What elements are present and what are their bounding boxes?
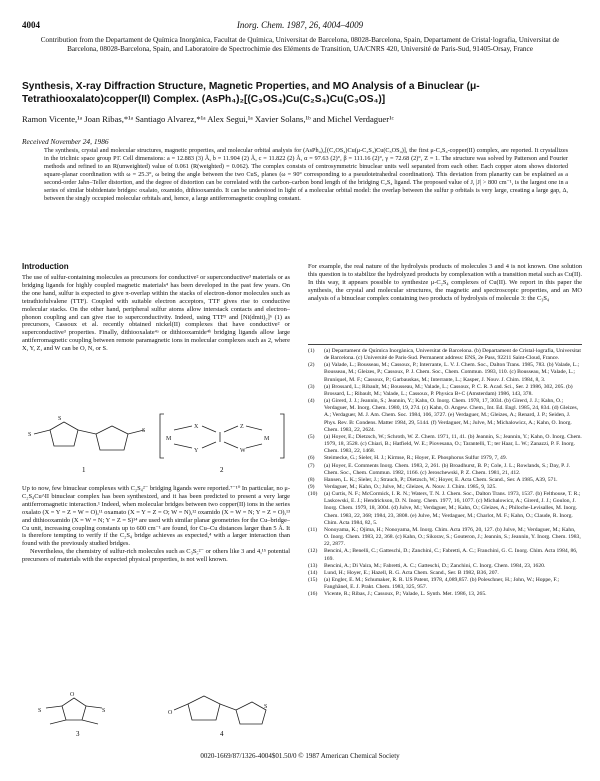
reference-item <box>308 362 582 383</box>
scheme-3-4-figure <box>24 688 290 740</box>
reference-item <box>308 348 582 362</box>
intro-paragraph-1: The use of sulfur-containing molecules as precursors for conductive² or superconductive³ materials or as bridging ligands for highly coupled magnetic materials⁴ has been developed in the past few years. On the one hand, sulfur is expected to give π-overlap within the stacks of electron-donor molecules such as tetrathiofulvalene (TTF). Coupled with suitable electron acceptors, TTF gives rise to conductive molecular stacks. On the other hand, peripheral sulfur atoms allow interstack contacts and electron–phonon coupling and can give rise to superconductivity. Indeed, using TTF⁵ and [Ni(dmit)₂]⁶ (1) as precursors, Cassoux et al. recently obtained nickel(II) complexes that have conductive² or superconductive³ properties. Finally, dithiooxalate⁴ᵃ or dithiooxamide⁴ᵇ bridging ligands allow large antiferromagnetic coupling between remote paramagnetic ions in molecular complexes such as 2, where X, Y, Z, and W can be O, N, or S. <box>22 274 290 353</box>
scheme-4-caption: 4 <box>220 730 224 738</box>
reference-text: (a) Departament de Química Inorgànica, Universitat de Barcelona. (b) Departament de Cristal·lografia, Universitat de Barcelona. (c) Université de Paris-Sud. Permanent address: ENS, 2e Pass, 92211 Saint-Cloud, France. <box>324 348 581 362</box>
article-title: Synthesis, X-ray Diffraction Structure, Magnetic Properties, and MO Analysis of a Binuclear (μ-Tetrathiooxalato)copper(II) Complex. (AsPh₄)₂[(C₃OS₄)Cu(C₂S₄)Cu(C₃OS₄)] <box>22 81 480 105</box>
reference-item <box>308 491 582 527</box>
intro-paragraph-2 <box>22 485 290 564</box>
reference-item <box>308 548 582 562</box>
reference-item <box>308 455 582 462</box>
reference-number: (8) <box>308 476 315 483</box>
reference-number: (4) <box>308 398 315 405</box>
section-heading-introduction: Introduction <box>22 262 69 271</box>
svg-text:S: S <box>142 428 146 434</box>
svg-text:M: M <box>166 436 172 442</box>
abstract: The synthesis, crystal and molecular structures, magnetic properties, and molecular orbital analysis for (AsPh₄)₂[(C₃OS₄)Cu(μ-C₂S₄)Cu(C₃OS₄)], the first μ-C₂S₄-copper(II) complex, are reported. It crystallizes in the triclinic space group P1̄. Cell dimensions: a = 12.883 (3) Å, b = 11.904 (2) Å, c = 11.822 (2) Å, α = 97.63 (2)°, β = 111.16 (2)°, γ = 72.68 (2)°, Z = 1. The structure was solved by Patterson and Fourier methods and refined to an R(unweighted) value of 0.061 (R(weighted) = 0.062). The complex consists of centrosymmetric binuclear units well separated from each other. Each copper atom shows distorted square-planar coordination with ω = 25.3°, ω being the angle between the two CuS₂ planes (ω = 90° corresponding to a pseudotetrahedral coordination). This deviation from planarity can be explained as a second-order Jahn–Teller distortion, and the degree of distortion can be correlated with the carbon–carbon bond length of the bridging C₂S₄ ligand. The proposed value of J, |J| > 800 cm⁻¹, is the largest one in a series of similar bisbidentate bridges: oxalato, oxamido, dithiooxamido. It can be understood in light of a molecular orbital model: the overlap between the sulfur p orbitals is very large, creating a large gap, Δ, between the singly occupied molecular orbitals and, hence, a large antiferromagnetic coupling constant. <box>44 147 568 202</box>
scheme-2-caption: 2 <box>220 466 224 474</box>
reference-text: Vicente, R.; Ribas, J.; Cassoux, P.; Valade, L. Synth. Met. 1986, 13, 265. <box>324 591 487 598</box>
reference-item <box>308 577 582 591</box>
reference-number: (1) <box>308 348 315 354</box>
reference-number: (10) <box>308 491 318 498</box>
reference-number: (2) <box>308 362 315 369</box>
reference-text: Bencini, A.; Benelli, C.; Gatteschi, D.; Zanchini, C.; Fabretti, A. C.; Franchini, G. C. Inorg. Chim. Acta 1984, 86, 169. <box>324 548 578 562</box>
reference-text: (a) Engler, E. M.; Schumaker, R. R. US Patent, 1978, 4,089,857. (b) Poleschner, H.; John, W.; Hoppe, F.; Fanghänel, E. J. Prakt. Chem. 1983, 325, 957. <box>324 577 560 591</box>
svg-text:O: O <box>168 710 173 716</box>
reference-item <box>308 384 582 398</box>
reference-number: (7) <box>308 462 315 469</box>
copyright-footer: 0020-1669/87/1326-4004$01.50/0 © 1987 American Chemical Society <box>200 752 400 760</box>
reference-text: (a) Brossard, L.; Ribault, M.; Bousseau, M.; Valade, L.; Cassoux, P. C. R. Acad. Sci., Ser. 2 1986, 302, 205. (b) Brossard, L.; Ribault, M.; Valade, L.; Cassoux, P. Physica B+C (Amsterdam) 1986, 143, 378. <box>324 383 573 397</box>
paragraph-2-text: Up to now, few binuclear complexes with C₂S₄²⁻ bridging ligands were reported.⁷⁻¹⁰ In particular, no μ-C₂S₄Cu^II binuclear complex has been synthesized, and it has been predicted to present a very large antiferromagnetic interaction.¹ Indeed, when molecular bridges between two copper(II) ions in the series oxalato (X = Y = Z = W = O),¹¹ oxamato (X = Y = Z = O; W = N),¹² oxamido (X = W = N; Y = Z = O),¹³ and dithiooxamido (X = W = N; Y = Z = S)¹⁴ are used with similar planar geometries for the Cu–bridge–Cu unit, increasing coupling constants up to 600 cm⁻¹ are found, for Cu–Cu distances larger than 5 Å. It is therefore tempting to verify if the C₂S₄ bridge achieves as expected,⁴ with a larger interaction than found with the previously studied bridges. <box>22 485 290 548</box>
reference-item <box>308 563 582 570</box>
reference-item <box>308 527 582 548</box>
reference-text: Nonoyama, K.; Ojima, H.; Nonoyama, M. Inorg. Chim. Acta 1976, 20, 127. (b) Julve, M.; Verdaguer, M.; Kahn, O. Inorg. Chem. 1983, 22, 368. (c) Kahn, O.; Sikorav, S.; Gouteron, J.; Jeannin, S.; Jeannin, Y. Inorg. Chem. 1983, 22, 2877. <box>324 526 581 548</box>
reference-number: (12) <box>308 548 318 555</box>
reference-number: (6) <box>308 455 315 462</box>
scheme-3-structure <box>46 698 102 724</box>
scheme-1-structure <box>34 422 144 450</box>
reference-number: (16) <box>308 591 318 598</box>
scheme-1-2-figure <box>24 400 290 480</box>
page-number: 4004 <box>22 20 40 30</box>
reference-text: Lund, H.; Hoyer, E.; Hazell, R. G. Acta Chem. Scand., Ser. B 1982, B36, 207. <box>324 569 499 576</box>
column-2-paragraph: For example, the real nature of the hydrolysis products of molecules 3 and 4 is not known. One solution this question is to stabilize the hydrolyzed products by complexation with a transition metal such as Cu(II). In this way, it appears possible to synthesize μ-C₂S₄ complexes of Cu(II). We report in this paper the synthesis, the crystal and molecular structures, the magnetic and spectroscopic properties, and an MO analysis of a binuclear complex containing two products of hydrolysis of molecule 3: the C₃S₄ <box>308 263 582 302</box>
reference-text: Hansen, L. K.; Sieler, J.; Strauch, P.; Dietzsch, W.; Hoyer, E. Acta Chem. Scand., Ser. A 1985, A39, 571. <box>324 476 558 483</box>
reference-text: Steimecke, G.; Sieler, H. J.; Kirmse, R.; Hoyer, E. Phosphorus Sulfur 1979, 7, 49. <box>324 455 508 462</box>
svg-text:S: S <box>38 708 42 714</box>
references-divider <box>308 344 582 345</box>
svg-text:W: W <box>240 448 246 454</box>
reference-text: (a) Curtis, N. F.; McCormick, I. R. N.; Waters, T. N. J. Chem. Soc., Dalton Trans. 1973, 1537. (b) Felthouse, T. R.; Laskowski, E. J.; Hendrickson, D. N. Inorg. Chem. 1977, 16, 1077. (c) Michalowicz, A.; Girerd, J. J.; Goulon, J. Inorg. Chem. 1979, 18, 3004. (d) Julve, M.; Verdaguer, M.; Kahn, O.; Gleizes, A.; Philoche-Levisalles, M. Inorg. Chem. 1983, 22, 368; 1984, 23, 3808. (e) Julve, M.; Verdaguer, M.; Charlot, M. F.; Kahn, O.; Claude, R. Inorg. Chim. Acta 1984, 82, 5. <box>324 491 581 526</box>
svg-text:M: M <box>264 436 270 442</box>
svg-text:S: S <box>102 708 106 714</box>
reference-item <box>308 463 582 477</box>
svg-text:S: S <box>28 432 32 438</box>
reference-number: (5) <box>308 433 315 440</box>
running-header <box>22 20 578 32</box>
reference-text: (a) Valade, L.; Bousseau, M.; Cassoux, P.; Interrante, L. V. J. Chem. Soc., Dalton Trans. 1985, 783. (b) Valade, L.; Bousseau, M.; Gleizes, P.; Cassoux, P. J. Chem. Soc., Chem. Commun. 1983, 110. (c) Bousseau, M.; Valade, L.; Bruniquel, M. F.; Cassoux, P.; Garbauskas, M.; Interrante, L.; Kasper, J. Nouv. J. Chim. 1984, 8, 3. <box>324 362 580 383</box>
reference-number: (15) <box>308 577 318 583</box>
svg-text:S: S <box>264 704 268 710</box>
paragraph-3-text: Nevertheless, the chemistry of sulfur-rich molecules such as C₃S₅²⁻ or others like 3 and 4,¹⁵ potential precursors of materials with the expected physical properties, is not well known. <box>22 548 290 564</box>
journal-citation: Inorg. Chem. 1987, 26, 4004–4009 <box>236 20 364 30</box>
scheme-4-structure <box>174 696 266 724</box>
svg-text:S: S <box>58 416 62 422</box>
svg-text:Z: Z <box>240 424 244 430</box>
scheme-1-caption: 1 <box>82 466 86 474</box>
reference-text: Bencini, A.; Di Vaira, M.; Fabretti, A. C.; Gatteschi, D.; Zanchini, C. Inorg. Chem. 1984, 23, 1620. <box>324 562 546 569</box>
svg-text:X: X <box>194 424 199 430</box>
author-list: Ramon Vicente,¹ᵃ Joan Ribas,*¹ᵃ Santiago Alvarez,*¹ᵃ Alex Segui,¹ᵃ Xavier Solans,¹ᵇ and Michel Verdaguer¹ᶜ <box>22 114 394 124</box>
reference-item <box>308 477 582 484</box>
reference-number: (9) <box>308 483 315 490</box>
svg-text:Y: Y <box>194 448 199 454</box>
received-date: Received November 24, 1986 <box>22 137 109 146</box>
reference-item <box>308 570 582 577</box>
reference-number: (3) <box>308 383 315 390</box>
reference-text: Verdaguer, M.; Kahn, O.; Julve, M.; Gleizes, A. Nouv. J. Chim. 1985, 9, 325. <box>324 483 497 490</box>
reference-number: (11) <box>308 526 318 533</box>
reference-number: (14) <box>308 569 318 576</box>
reference-text: (a) Girerd, J. J.; Jeannin, S.; Jeannin, Y.; Kahn, O. Inorg. Chem. 1978, 17, 3034. (b) Girerd, J. J.; Kahn, O.; Verdaguer, M. Inorg. Chem. 1980, 19, 274. (c) Kahn, O. Angew. Chem., Int. Ed. Engl. 1985, 24, 834. (d) Gleizes, A.; Verdaguer, M. J. Am. Chem. Soc. 1984, 106, 3727. (e) Verdaguer, M.; Gleizes, A.; Renard, J. P.; Seiden, J. Phys. Rev. B: Condens. Matter 1984, 29, 5144. (f) Verdaguer, M.; Julve, M.; Michalowicz, A.; Kahn, O. Inorg. Chem. 1983, 22, 2624. <box>324 398 579 433</box>
reference-item <box>308 591 582 598</box>
reference-item <box>308 434 582 455</box>
scheme-3-caption: 3 <box>76 730 80 738</box>
contribution-affiliations: Contribution from the Departament de Química Inorgànica, Facultat de Química, Universitat de Barcelona, 08028-Barcelona, Spain, Departament de Cristal·lografia, Universitat de Barcelona, 08028-Barcelona, Spain, and Laboratoire de Spectrochimie des Eléments de Transition, UA/CNRS 420, Université de Paris-Sud, 91405-Orsay, France <box>40 36 560 54</box>
reference-item <box>308 398 582 434</box>
reference-text: (a) Hoyer, E.; Dietzsch, W.; Schroth, W. Z. Chem. 1971, 11, 41. (b) Jeannin, S.; Jeannin, Y.; Kahn, O. Inorg. Chem. 1979, 18, 3528. (c) Chiari, B.; Hatfield, W. E.; Piovesana, O.; Tarantelli, T.; ter Haar, L. W.; Zanazzi, P. F. Inorg. Chem. 1983, 22, 1468. <box>324 433 582 455</box>
svg-text:O: O <box>70 692 75 698</box>
reference-number: (13) <box>308 562 318 569</box>
references-list <box>308 348 582 598</box>
reference-text: (a) Hoyer, E. Comments Inorg. Chem. 1983, 2, 261. (b) Broadhurst, B. P.; Cole, J. L.; Rowlands, S.; Day, P. J. Chem. Soc., Chem. Commun. 1982, 1166. (c) Jeroschewski, P. Z. Chem. 1981, 21, 412. <box>324 462 571 476</box>
